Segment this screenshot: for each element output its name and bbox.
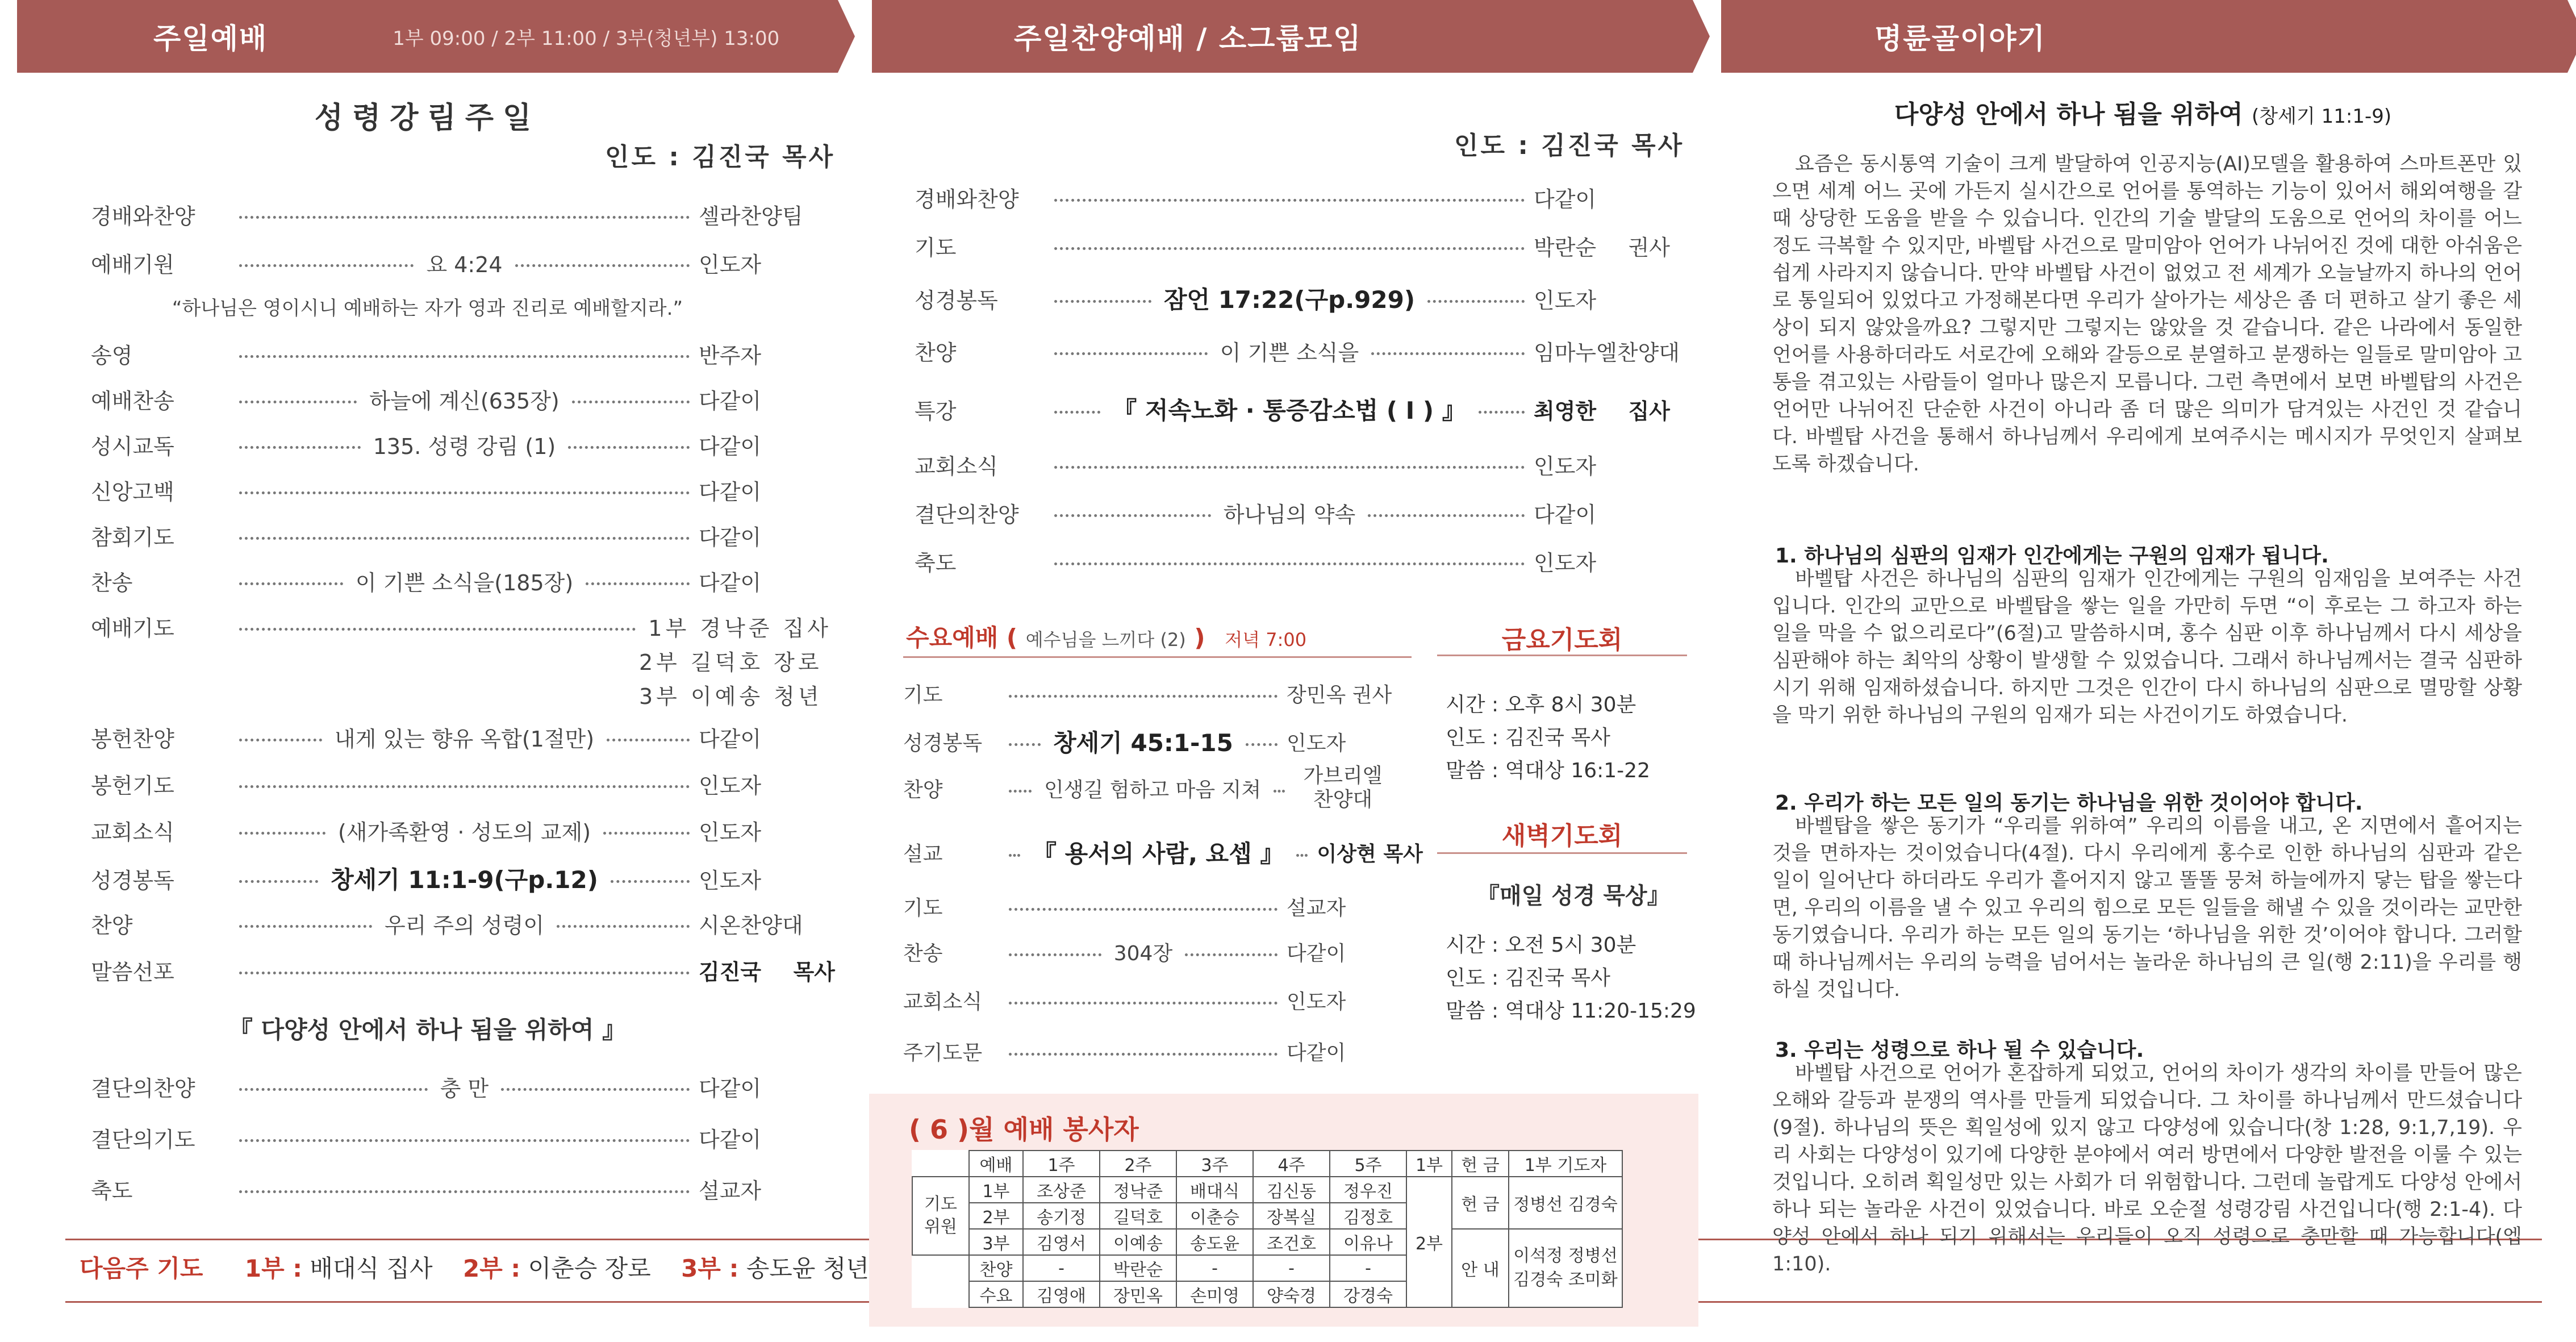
order-content: 잠언 17:22(구p.929) [1163, 286, 1416, 314]
choir-name-line-1: 가브리엘 [1303, 764, 1383, 787]
order-label: 봉헌기도 [91, 773, 174, 798]
order-person: 다같이 [699, 434, 762, 459]
order-label: 예배찬송 [91, 389, 174, 414]
order-person: 인도자 [699, 820, 762, 845]
service-2-person: 이춘승 장로 [528, 1255, 651, 1282]
order-label: 교회소식 [915, 454, 998, 479]
order-content: 요 4:24 [426, 252, 503, 277]
table-cell: 박란순 [1100, 1255, 1176, 1281]
order-content: 하나님의 약속 [1223, 502, 1356, 527]
usher-names-line-2: 김경숙 조미화 [1513, 1270, 1618, 1290]
table-cell: 강경숙 [1330, 1281, 1406, 1307]
dotted-leader [603, 832, 690, 835]
dotted-leader [1427, 300, 1525, 303]
order-label: 축도 [91, 1178, 133, 1203]
order-person: 다같이 [699, 480, 762, 505]
table-header: 3주 [1176, 1151, 1253, 1177]
volunteer-heading: ( 6 )월 예배 봉사자 [909, 1114, 1139, 1145]
order-row [91, 247, 835, 278]
order-person: 시온찬양대 [699, 913, 803, 938]
order-row [903, 835, 1423, 869]
sunday-worship-banner [17, 0, 838, 73]
order-person: 다같이 [699, 1127, 762, 1152]
order-row [903, 937, 1392, 966]
row-label: 수요 [969, 1281, 1023, 1307]
order-person: 다같이 [699, 570, 762, 595]
table-cell: 조상준 [1023, 1177, 1100, 1203]
order-person: 인도자 [1534, 454, 1597, 479]
table-cell: 김영애 [1023, 1281, 1100, 1307]
order-row [915, 449, 1670, 480]
banner-title: 주일찬양예배 / 소그룹모임 [1014, 22, 1362, 55]
order-row [91, 474, 835, 506]
dawn-prayer-heading: 새벽기도회 [1501, 822, 1623, 851]
order-row [91, 565, 835, 597]
dotted-leader [1054, 199, 1525, 202]
dotted-leader [239, 401, 357, 403]
dotted-leader [239, 832, 325, 835]
essay-point-1: 1. 하나님의 심판의 임재가 인간에게는 구원의 임재가 됩니다. [1775, 544, 2329, 568]
friday-divider [1437, 655, 1687, 656]
order-row [91, 429, 835, 460]
choir-name [1294, 764, 1392, 812]
wednesday-heading-close: ) [1194, 624, 1205, 652]
dotted-leader [239, 880, 318, 883]
essay-paragraph-2: 바벨탑을 쌓은 동기가 “우리를 위하여” 우리의 이름을 내고, 온 지면에서 흩어지는 것을 면하자는 것이었습니다(4절). 다시 우리에게 홍수로 인한 하나님의 심판과 같은 일이 일어난다 하더라도 우리가 흩어지지 않고 똘똘 뭉쳐 하늘에까지 닿는 탑을 쌓는다면, 우리의 이름을 낼 수 있고 우리의 힘으로 모든 일들을 해낼 수 있을 것이라는 교만한 동기였습니다. 우리가 하는 모든 일의 동기는 ‘하나님을 위한 것’이어야 합니다. 그러할 때 하나님께서는 우리의 능력을 넘어서는 놀라운 하나님의 큰 일(행 2:11)을 우리를 행하실 것입니다. [1772, 815, 2522, 1001]
dotted-leader [1054, 514, 1211, 517]
dotted-leader [1009, 1002, 1277, 1005]
dotted-leader [1371, 352, 1525, 355]
order-content: 이 기쁜 소식을(185장) [355, 570, 574, 595]
dotted-leader [1054, 247, 1525, 250]
essay-point-3: 3. 우리는 성령으로 하나 될 수 있습니다. [1775, 1039, 2144, 1062]
offering-label: 헌 금 [1452, 1177, 1509, 1229]
dotted-leader [1009, 695, 1277, 698]
order-row [91, 338, 835, 369]
order-content: 충 만 [440, 1076, 489, 1101]
order-content: 인생길 험하고 마음 지쳐 [1044, 778, 1262, 802]
dotted-leader [1246, 743, 1277, 746]
order-person: 다같이 [699, 727, 762, 752]
wednesday-theme: 예수님을 느끼다 (2) [1025, 629, 1186, 651]
friday-leader: 인도 : 김진국 목사 [1446, 726, 1610, 749]
table-cell: 배대식 [1176, 1177, 1253, 1203]
dotted-leader [239, 1139, 690, 1142]
order-content: 이 기쁜 소식을 [1220, 340, 1359, 365]
order-content: 135. 성령 강림 (1) [373, 434, 556, 459]
order-label: 결단의찬양 [91, 1076, 195, 1101]
service-3-person: 송도윤 청년 [746, 1255, 869, 1282]
table-cell: 김신동 [1253, 1177, 1330, 1203]
order-label: 봉헌찬양 [91, 727, 174, 752]
order-row [91, 520, 835, 551]
worship-leader: 인도 : 김진국 목사 [1454, 131, 1685, 160]
banner-title: 명륜골이야기 [1874, 22, 2046, 55]
table-header: 2주 [1100, 1151, 1176, 1177]
part-2-label: 2부 [1406, 1177, 1452, 1307]
dotted-leader [1479, 411, 1525, 414]
table-cell: - [1176, 1255, 1253, 1281]
table-corner [912, 1151, 969, 1177]
table-cell: 송기정 [1023, 1203, 1100, 1229]
order-content: 『 용서의 사람, 요셉 』 [1033, 840, 1284, 868]
order-label: 성경봉독 [903, 731, 983, 755]
dotted-leader [1054, 352, 1208, 355]
dotted-leader [239, 446, 361, 449]
order-person: 설교자 [699, 1178, 762, 1203]
order-label: 찬양 [915, 340, 957, 365]
usher-names-line-1: 이석정 정병선 [1513, 1246, 1618, 1266]
order-label: 예배기원 [91, 252, 174, 277]
order-person: 반주자 [699, 343, 762, 368]
row-label: 3부 [969, 1229, 1023, 1255]
table-cell: 손미영 [1176, 1281, 1253, 1307]
dotted-leader [239, 785, 690, 788]
dotted-leader [239, 216, 690, 219]
dotted-leader [515, 264, 690, 267]
order-label: 경배와찬양 [915, 187, 1019, 212]
next-week-heading: 다음주 기도 [80, 1255, 203, 1282]
order-label: 주기도문 [903, 1041, 983, 1065]
table-header: 1부 기도자 [1509, 1151, 1622, 1177]
dotted-leader [1185, 953, 1277, 956]
order-person: 박란순 권사 [1534, 235, 1670, 260]
dawn-leader: 인도 : 김진국 목사 [1446, 966, 1610, 990]
table-cell: 정우진 [1330, 1177, 1406, 1203]
prayer-2nd-service: 2부 길덕호 장로 [639, 650, 823, 675]
table-header: 예배 [969, 1151, 1023, 1177]
order-row [903, 892, 1392, 921]
service-1-person: 배대식 집사 [310, 1255, 433, 1282]
order-label: 축도 [915, 551, 957, 576]
order-row [903, 724, 1392, 758]
essay-scripture-ref: (창세기 11:1-9) [2252, 105, 2392, 128]
next-week-prayers [80, 1250, 892, 1284]
table-row [912, 1229, 1622, 1255]
table-cell: 이예송 [1100, 1229, 1176, 1255]
dawn-time: 시간 : 오전 5시 30분 [1446, 933, 1636, 957]
order-content: 304장 [1113, 942, 1173, 965]
order-person: 1부 경낙준 집사 [648, 616, 832, 641]
order-person: 인도자 [1287, 990, 1346, 1014]
order-person: 인도자 [1534, 551, 1597, 576]
order-label: 기도 [915, 235, 957, 260]
order-person: 최영한 집사 [1534, 398, 1671, 424]
table-cell: - [1253, 1255, 1330, 1281]
praise-worship-banner [872, 0, 1693, 73]
dotted-leader [239, 628, 636, 631]
dotted-leader [1054, 300, 1151, 303]
order-row [91, 199, 835, 230]
order-label: 교회소식 [903, 990, 983, 1014]
table-header: 헌 금 [1452, 1151, 1509, 1177]
table-cell: 김영서 [1023, 1229, 1100, 1255]
order-person: 인도자 [1287, 731, 1346, 755]
dawn-devotion-title: 『매일 성경 묵상』 [1477, 883, 1670, 909]
order-label: 찬송 [903, 942, 943, 965]
table-cell: 이유나 [1330, 1229, 1406, 1255]
order-person: 김진국 목사 [699, 960, 835, 985]
volunteer-table [912, 1150, 1623, 1308]
dotted-leader [239, 1190, 690, 1193]
page-title: 성령강림주일 [314, 101, 541, 135]
usher-names [1509, 1229, 1622, 1307]
order-row [903, 679, 1392, 708]
order-content: 창세기 11:1-9(구p.12) [331, 866, 598, 894]
order-row [915, 335, 1680, 366]
order-label: 교회소식 [91, 820, 174, 845]
wednesday-service-heading [906, 619, 1306, 653]
dotted-leader [1009, 908, 1277, 911]
order-row [91, 1071, 835, 1102]
table-cell: 장민옥 [1100, 1281, 1176, 1307]
order-row [915, 230, 1670, 261]
table-row [912, 1177, 1622, 1203]
row-label: 찬양 [969, 1255, 1023, 1281]
dotted-leader [1054, 411, 1100, 414]
order-label: 경배와찬양 [91, 204, 195, 229]
table-blank [912, 1281, 969, 1307]
order-person: 다같이 [699, 525, 762, 550]
essay-point-2: 2. 우리가 하는 모든 일의 동기는 하나님을 위한 것이어야 합니다. [1775, 791, 2363, 815]
dotted-leader [239, 739, 322, 741]
friday-scripture: 말씀 : 역대상 16:1-22 [1446, 759, 1650, 782]
dotted-leader [239, 925, 372, 928]
order-label: 말씀선포 [91, 960, 174, 985]
order-person: 임마누엘찬양대 [1534, 340, 1680, 365]
order-person: 장민옥 권사 [1287, 683, 1392, 707]
essay-intro: 요즘은 동시통역 기술이 크게 발달하여 인공지능(AI)모델을 활용하여 스마트폰만 있으면 세계 어느 곳에 가든지 실시간으로 언어를 통역하는 기능이 있어서 해외여행을 갈 때 상당한 도움을 받을 수 있습니다. 인간의 기술 발달의 도움으로 언어의 차이를 어느 정도 극복할 수 있지만, 바벨탑 사건으로 말미암아 언어가 나뉘어진 것에 대한 아쉬움은 쉽게 사라지지 않습니다. 만약 바벨탑 사건이 없었고 전 세계가 오늘날까지 하나의 언어로 통일되어 있었다고 가정해본다면 우리가 살아가는 세상은 좀 더 편하고 살기 좋은 세상이 되지 않았을까요? 그렇지만 그렇지는 않았을 것 같습니다. 같은 나라에서 동일한 언어를 사용하더라도 서로간에 오해와 갈등으로 분열하고 분쟁하는 일들로 말미암아 고통을 겪고있는 사람들이 얼마나 많은지 모릅니다. 그런 측면에서 보면 바벨탑의 사건은 언어만 나뉘어진 단순한 사건이 아니라 좀 더 많은 의미가 담겨있는 사건인 것 같습니다. 바벨탑 사건을 통해서 하나님께서 우리에게 보여주시는 메시지가 무엇인지 살펴보도록 하겠습니다. [1772, 153, 2523, 476]
dotted-leader [239, 355, 690, 358]
essay-paragraph-3: 바벨탑 사건으로 언어가 혼잡하게 되었고, 언어의 차이가 생각의 차이를 만들어 많은 오해와 갈등과 분쟁의 역사를 만들게 되었습니다. 그 차이를 하나님께서 만드셨습니다(9절). 하나님의 뜻은 획일성에 있지 않고 다양성에 있습니다(창 1:28, 9:1,7,19). 우리 사회는 다양성이 있기에 다양한 분야에서 여러 방면에서 다양한 발전을 이룰 수 있는 것입니다. 오히려 획일성만 있는 사회가 더 위험합니다. 그런데 놀랍게도 다양성 안에서 하나 되는 놀라운 사건이 있었습니다. 바로 오순절 성령강림 사건입니다(행 2:1-4). 다양성 안에서 하나 되기 위해서는 우리들이 오직 성령으로 충만할 때 가능합니다(엡 1:10). [1772, 1062, 2522, 1276]
wednesday-time: 저녁 7:00 [1225, 629, 1307, 651]
table-blank [912, 1255, 969, 1281]
order-row [915, 281, 1670, 315]
order-label: 찬양 [903, 778, 943, 802]
order-content: 『 저속노화 · 통증감소법 ( I ) 』 [1113, 397, 1466, 424]
order-label: 성시교독 [91, 434, 174, 459]
order-row [91, 384, 835, 415]
table-cell: 김정호 [1330, 1203, 1406, 1229]
worship-leader: 인도 : 김진국 목사 [605, 143, 836, 172]
order-person: 인도자 [699, 868, 762, 893]
order-label: 기도 [903, 897, 943, 920]
dotted-leader [501, 1088, 690, 1091]
order-label: 특강 [915, 398, 957, 424]
dotted-leader [239, 491, 690, 494]
row-label: 1부 [969, 1177, 1023, 1203]
dotted-leader [1009, 1053, 1277, 1056]
dotted-leader [1054, 562, 1525, 565]
order-row [903, 764, 1392, 812]
order-person: 다같이 [1534, 502, 1597, 527]
order-person: 인도자 [699, 252, 762, 277]
order-content: 우리 주의 성령이 [384, 913, 545, 938]
choir-name-line-2: 찬양대 [1313, 788, 1373, 811]
order-label: 신앙고백 [91, 480, 174, 505]
dotted-leader [607, 739, 690, 741]
table-header: 4주 [1253, 1151, 1330, 1177]
order-person: 셀라찬양팀 [699, 204, 803, 229]
dotted-leader [1009, 953, 1101, 956]
order-person: 다같이 [699, 389, 762, 414]
usher-label: 안 내 [1452, 1229, 1509, 1307]
dawn-scripture: 말씀 : 역대상 11:20-15:29 [1446, 999, 1696, 1023]
order-row [91, 861, 835, 895]
dotted-leader [239, 1088, 428, 1091]
order-person: 다같이 [699, 1076, 762, 1101]
dotted-leader [239, 537, 690, 540]
committee-label-line-1: 기도 [924, 1194, 957, 1214]
dotted-leader [611, 880, 690, 883]
dotted-leader [1274, 790, 1285, 793]
order-content: 내게 있는 향유 옥합(1절만) [334, 727, 595, 752]
table-cell: 이춘승 [1176, 1203, 1253, 1229]
order-row [91, 1173, 835, 1205]
table-header: 1주 [1023, 1151, 1100, 1177]
table-cell: - [1330, 1255, 1406, 1281]
order-row [91, 722, 835, 753]
table-header: 1부 [1406, 1151, 1452, 1177]
essay-paragraph-1: 바벨탑 사건은 하나님의 심판의 임재가 인간에게는 구원의 임재임을 보여주는 사건입니다. 인간의 교만으로 바벨탑을 쌓는 일을 가만히 두면 “이 후로는 그 하고자 하는 일을 막을 수 없으리로다”(6절)고 말씀하시며, 홍수 심판 이후 하나님께서 다시 세상을 심판해야 하는 최악의 상황이 발생할 수 있었습니다. 그래서 하나님께서는 결국 심판하시기 위해 임재하셨습니다. 하지만 그것은 인간이 다시 하나님의 심판으로 멸망할 상황을 막기 위한 하나님의 구원의 임재가 되는 사건이기도 하였습니다. [1772, 568, 2522, 727]
order-row [91, 768, 835, 799]
order-row [915, 545, 1670, 577]
table-cell: 양숙경 [1253, 1281, 1330, 1307]
table-cell: 정낙준 [1100, 1177, 1176, 1203]
order-person: 다같이 [1287, 1041, 1346, 1065]
dotted-leader [1368, 514, 1525, 517]
order-row [91, 955, 835, 986]
order-row [903, 986, 1392, 1015]
order-label: 결단의기도 [91, 1127, 195, 1152]
order-person: 다같이 [1534, 187, 1597, 212]
dotted-leader [557, 925, 690, 928]
order-person: 인도자 [1534, 287, 1597, 313]
dotted-leader [1009, 854, 1020, 857]
order-row [91, 908, 835, 939]
scripture-quote: “하나님은 영이시니 예배하는 자가 영과 진리로 예배할지라.” [172, 297, 683, 320]
order-row [915, 182, 1670, 213]
order-content: 창세기 45:1-15 [1053, 729, 1233, 757]
dotted-leader [1009, 743, 1041, 746]
dotted-leader [239, 264, 414, 267]
table-cell: 길덕호 [1100, 1203, 1176, 1229]
dotted-leader [586, 582, 690, 585]
friday-time: 시간 : 오후 8시 30분 [1446, 693, 1636, 716]
table-cell: - [1023, 1255, 1100, 1281]
order-label: 성경봉독 [91, 868, 174, 893]
order-label: 기도 [903, 683, 943, 707]
order-content: (새가족환영 · 성도의 교제) [337, 820, 591, 845]
table-header: 5주 [1330, 1151, 1406, 1177]
dotted-leader [1054, 466, 1525, 469]
dawn-divider [1437, 852, 1687, 854]
dotted-leader [239, 582, 343, 585]
banner-title: 주일예배 [153, 22, 268, 55]
order-label: 찬송 [91, 570, 133, 595]
order-row [91, 1122, 835, 1153]
order-label: 결단의찬양 [915, 502, 1019, 527]
order-label: 설교 [903, 842, 943, 866]
order-label: 송영 [91, 343, 133, 368]
dotted-leader [568, 446, 690, 449]
row-label: 2부 [969, 1203, 1023, 1229]
wednesday-divider [903, 656, 1412, 658]
service-3-key: 3부 : [681, 1255, 739, 1282]
essay-title-text: 다양성 안에서 하나 됨을 위하여 [1894, 100, 2243, 129]
order-label: 찬양 [91, 913, 133, 938]
service-1-key: 1부 : [244, 1255, 303, 1282]
order-person: 설교자 [1287, 897, 1346, 920]
order-label: 성경봉독 [915, 287, 998, 313]
table-cell: 조건호 [1253, 1229, 1330, 1255]
dotted-leader [239, 972, 690, 974]
table-row [912, 1151, 1622, 1177]
table-cell: 장복실 [1253, 1203, 1330, 1229]
dotted-leader [572, 401, 690, 403]
essay-banner [1721, 0, 2567, 73]
order-person: 인도자 [699, 773, 762, 798]
order-row [91, 611, 835, 642]
order-label: 참회기도 [91, 525, 174, 550]
prayer-3rd-service: 3부 이예송 청년 [639, 684, 823, 709]
order-row [915, 497, 1670, 528]
order-row [91, 815, 835, 846]
offering-names: 정병선 김경숙 [1509, 1177, 1622, 1229]
order-row [903, 1037, 1392, 1066]
wednesday-heading-main: 수요예배 ( [906, 624, 1018, 652]
order-person: 이상현 목사 [1317, 842, 1423, 866]
dotted-leader [1009, 790, 1032, 793]
order-row [915, 392, 1670, 426]
friday-prayer-heading: 금요기도회 [1501, 626, 1623, 655]
order-content: 하늘에 계신(635장) [369, 389, 560, 414]
dotted-leader [1296, 854, 1308, 857]
essay-title [1710, 94, 2576, 130]
order-person: 다같이 [1287, 942, 1346, 965]
prayer-committee-label [912, 1177, 969, 1255]
table-cell: 송도윤 [1176, 1229, 1253, 1255]
sermon-title: 『 다양성 안에서 하나 됨을 위하여 』 [228, 1016, 627, 1044]
order-label: 예배기도 [91, 616, 174, 641]
service-2-key: 2부 : [463, 1255, 521, 1282]
service-times: 1부 09:00 / 2부 11:00 / 3부(청년부) 13:00 [393, 27, 780, 50]
committee-label-line-2: 위원 [924, 1217, 957, 1237]
